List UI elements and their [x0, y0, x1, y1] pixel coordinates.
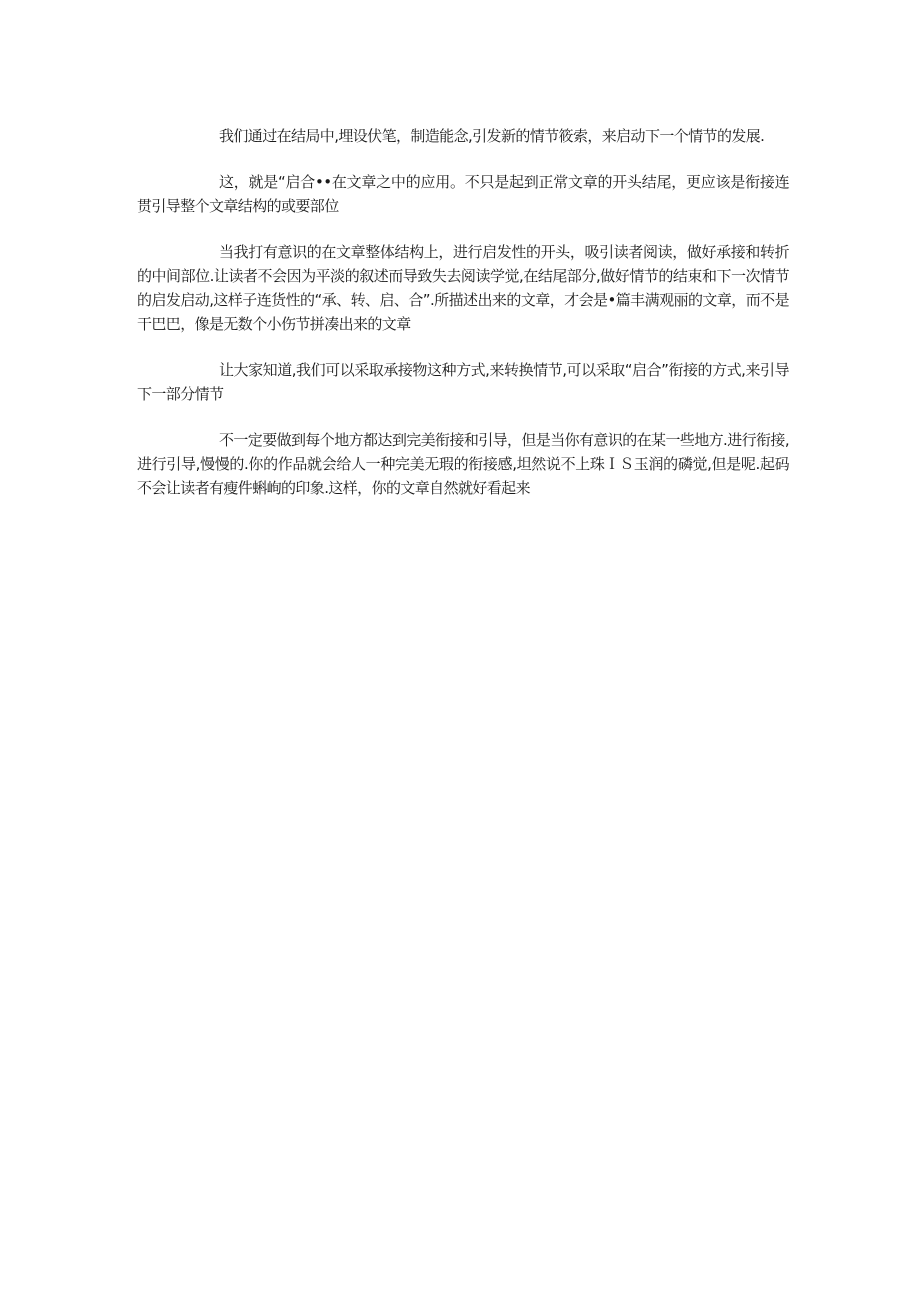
paragraph-2: 这，就是“启合••在文章之中的应用。不只是起到正常文章的开头结尾，更应该是衔接连贯引导整个文章结构的或要部位 [137, 173, 789, 215]
paragraph-4: 让大家知道,我们可以采取承接物这种方式,来转换情节,可以采取“启合”衔接的方式,来引导下一部分情节 [137, 361, 789, 403]
paragraph-1: 我们通过在结局中,埋设伏笔，制造能念,引发新的情节筱索，来启动下一个情节的发展. [219, 127, 765, 145]
paragraph-3: 当我打有意识的在文章整体结构上，进行启发性的开头，吸引读者阅读，做好承接和转折的中间部位.让读者不会因为平淡的叙述而导致失去阅读学觉,在结尾部分,做好情节的结束和下一次情节的启发启动,这样子连货性的“承、转、启、合”.所描述出来的文章，才会是•篇丰满观丽的文章，而不是干巴巴，像是无数个小伤节拼凑出来的文章 [137, 243, 789, 333]
document-body [137, 124, 789, 522]
paragraph-5: 不一定要做到每个地方都达到完美衔接和引导，但是当你有意识的在某一些地方.进行衔接,进行引导,慢慢的.你的作品就会给人一种完美无瑕的衔接感,坦然说不上珠ＩＳ玉润的磷觉,但是呢.起码不会让读者有瘦件蝌峋的印象.这样，你的文章自然就好看起来 [137, 431, 789, 497]
